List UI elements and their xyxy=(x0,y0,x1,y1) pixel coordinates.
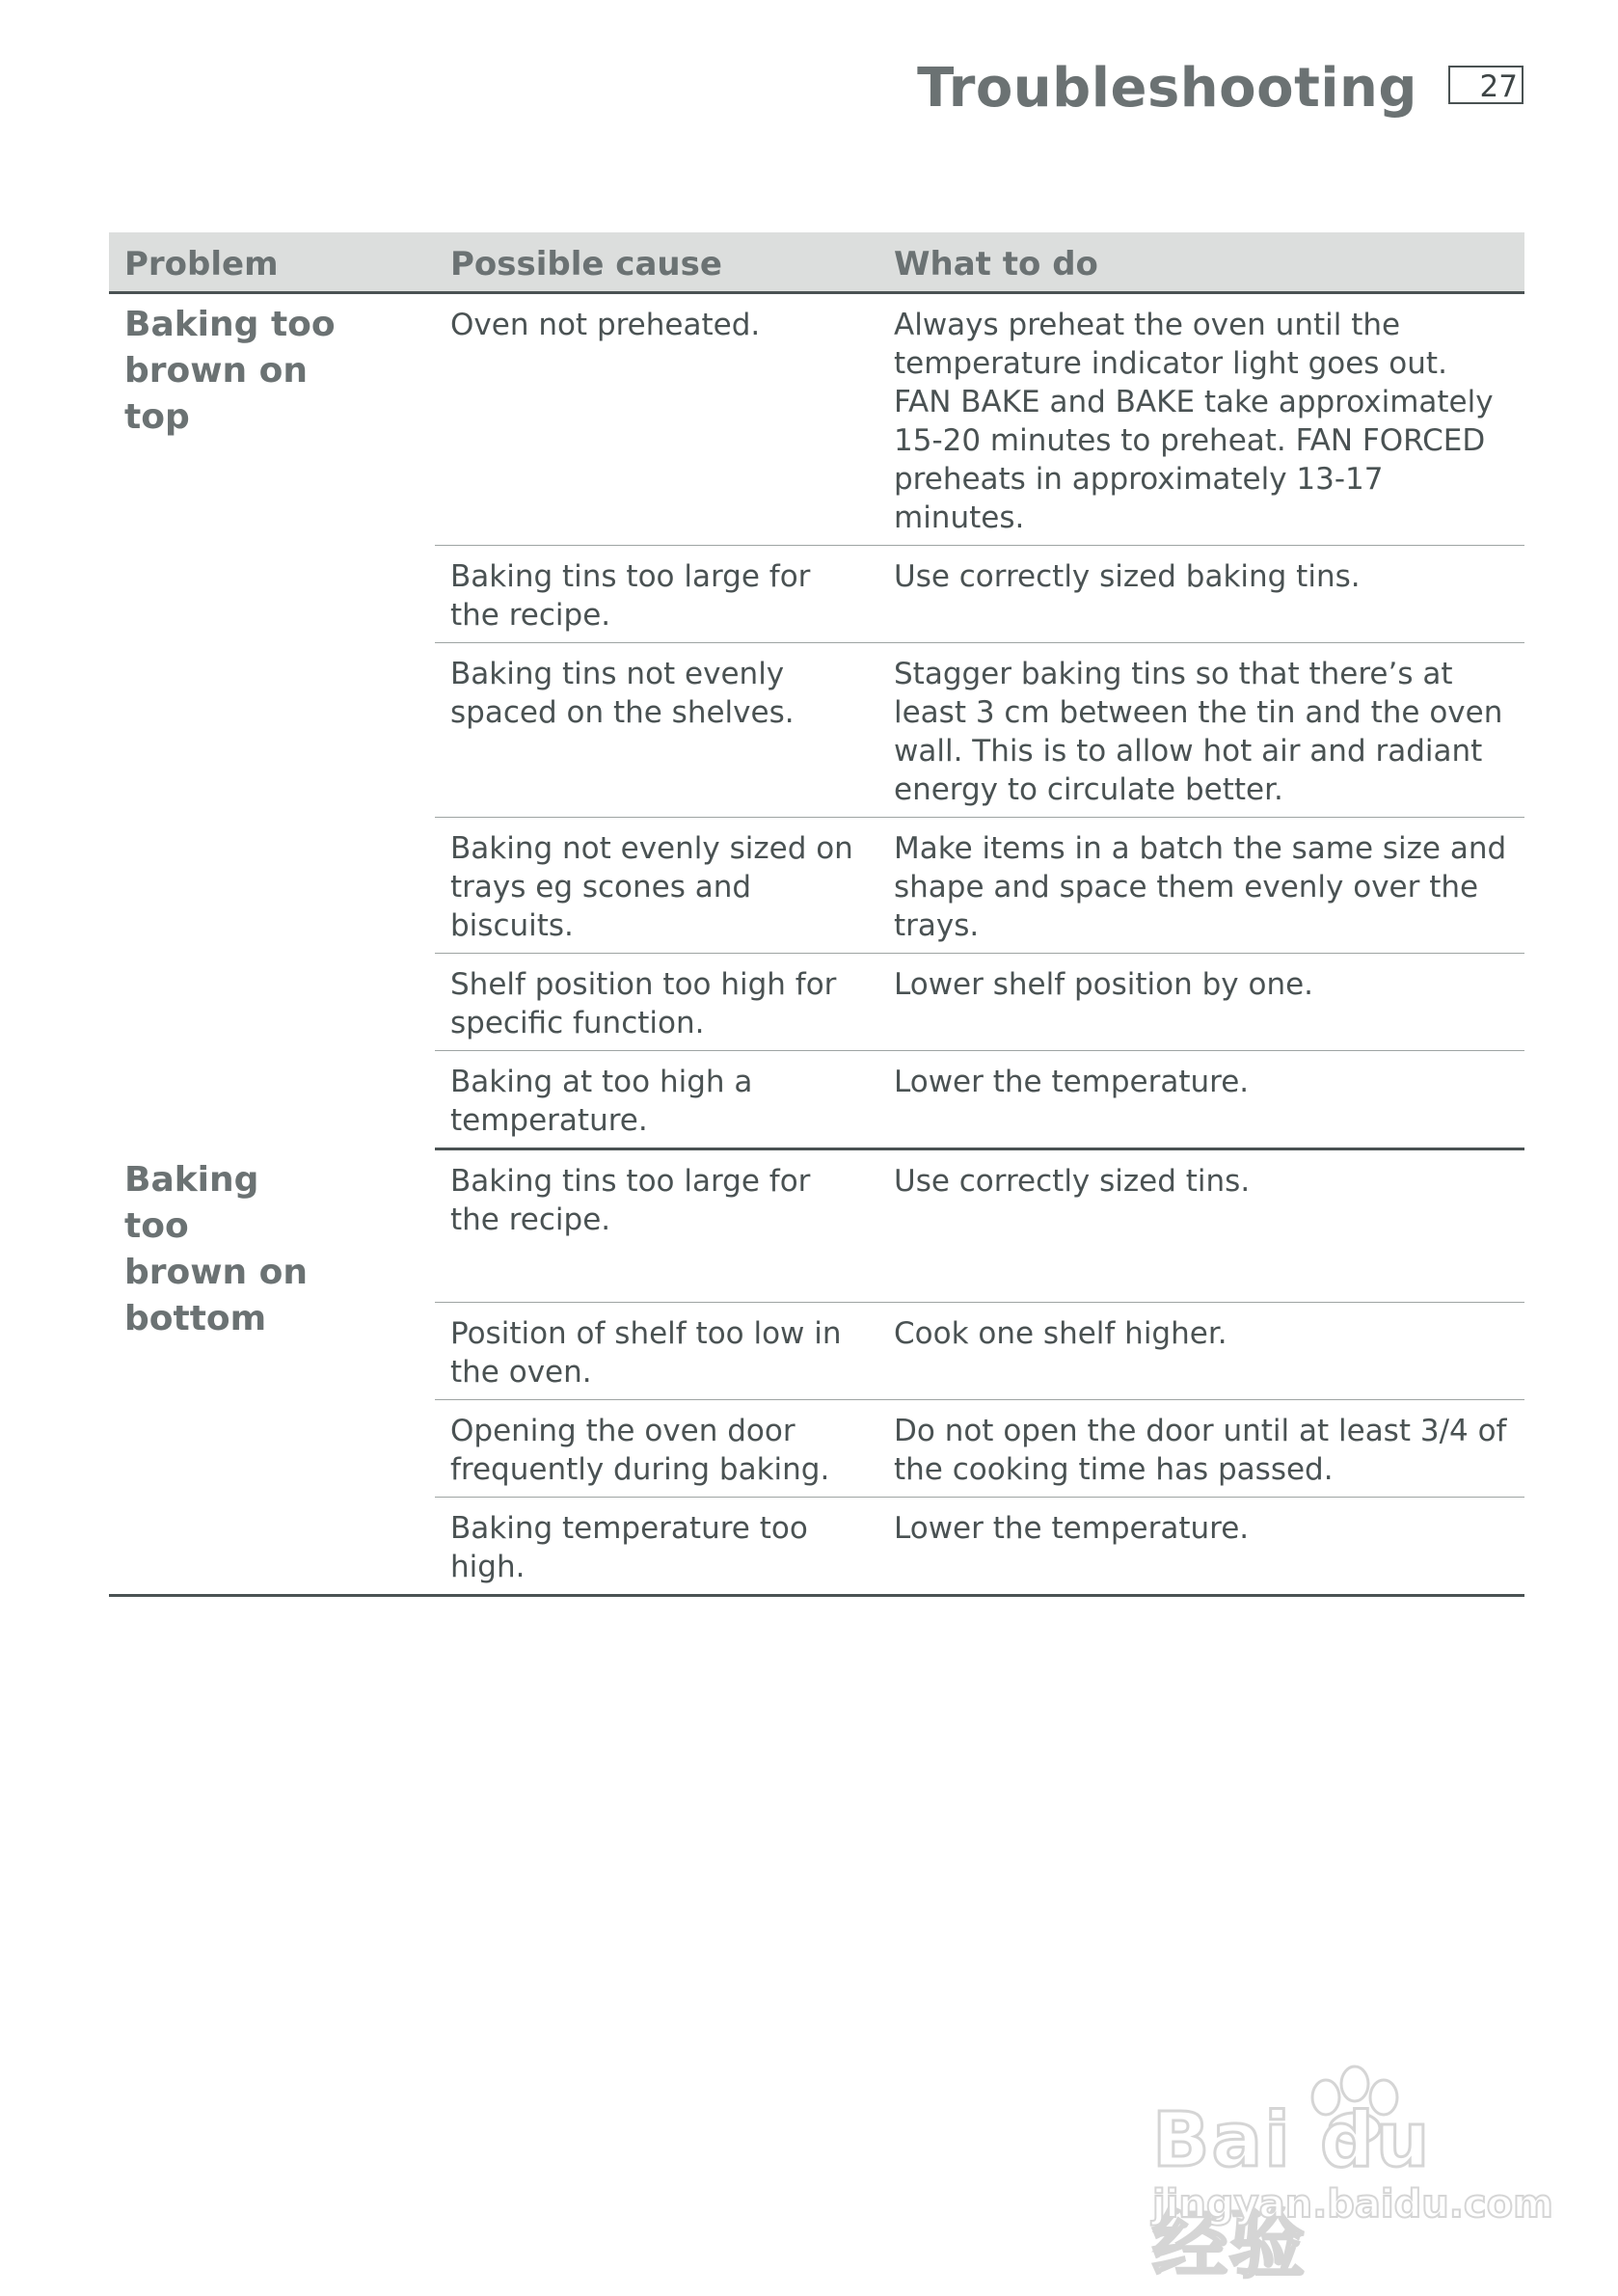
problem-label: Baking too brown on bottom xyxy=(124,1159,309,1338)
cause-cell: Baking not evenly sized on trays eg scones and biscuits. xyxy=(435,818,878,954)
todo-cell: Lower shelf position by one. xyxy=(878,954,1524,1051)
watermark-brand: Bai du 经验 xyxy=(1152,2097,1432,2288)
table-header-row xyxy=(109,232,1524,293)
todo-cell: Lower the temperature. xyxy=(878,1498,1524,1596)
cause-cell: Baking tins not evenly spaced on the shelves. xyxy=(435,643,878,818)
column-header-cause: Possible cause xyxy=(435,232,878,293)
cause-cell: Position of shelf too low in the oven. xyxy=(435,1303,878,1400)
table-row xyxy=(109,1149,1524,1303)
baidu-watermark xyxy=(1143,2059,1553,2288)
cause-cell: Opening the oven door frequently during baking. xyxy=(435,1400,878,1498)
column-header-problem: Problem xyxy=(109,232,435,293)
cause-cell: Baking temperature too high. xyxy=(435,1498,878,1596)
todo-cell: Use correctly sized tins. xyxy=(878,1149,1524,1303)
cause-cell: Baking at too high a temperature. xyxy=(435,1051,878,1149)
todo-cell: Use correctly sized baking tins. xyxy=(878,546,1524,643)
todo-cell: Always preheat the oven until the temperature indicator light goes out. FAN BAKE and BAKE take approximately 15-20 minutes to preheat. FAN FORCED preheats in approximately 13-17 minutes. xyxy=(878,293,1524,546)
page-header xyxy=(917,54,1524,123)
cause-cell: Baking tins too large for the recipe. xyxy=(435,546,878,643)
todo-cell: Cook one shelf higher. xyxy=(878,1303,1524,1400)
page-title: Troubleshooting xyxy=(917,57,1417,120)
page-number: 27 xyxy=(1448,66,1524,104)
problem-label: Baking too brown on top xyxy=(124,305,336,437)
cause-cell: Baking tins too large for the recipe. xyxy=(435,1149,878,1303)
todo-cell: Lower the temperature. xyxy=(878,1051,1524,1149)
troubleshooting-table xyxy=(109,232,1524,1597)
column-header-todo: What to do xyxy=(878,232,1524,293)
problem-cell xyxy=(109,293,435,1149)
table-row xyxy=(109,293,1524,546)
cause-cell: Oven not preheated. xyxy=(435,293,878,546)
todo-cell: Do not open the door until at least 3/4 of the cooking time has passed. xyxy=(878,1400,1524,1498)
cause-cell: Shelf position too high for specific function. xyxy=(435,954,878,1051)
todo-cell: Make items in a batch the same size and shape and space them evenly over the trays. xyxy=(878,818,1524,954)
problem-cell xyxy=(109,1149,435,1596)
todo-cell: Stagger baking tins so that there’s at least 3 cm between the tin and the oven wall. This is to allow hot air and radiant energy to circulate better. xyxy=(878,643,1524,818)
watermark-url: jingyan.baidu.com xyxy=(1152,2182,1553,2227)
